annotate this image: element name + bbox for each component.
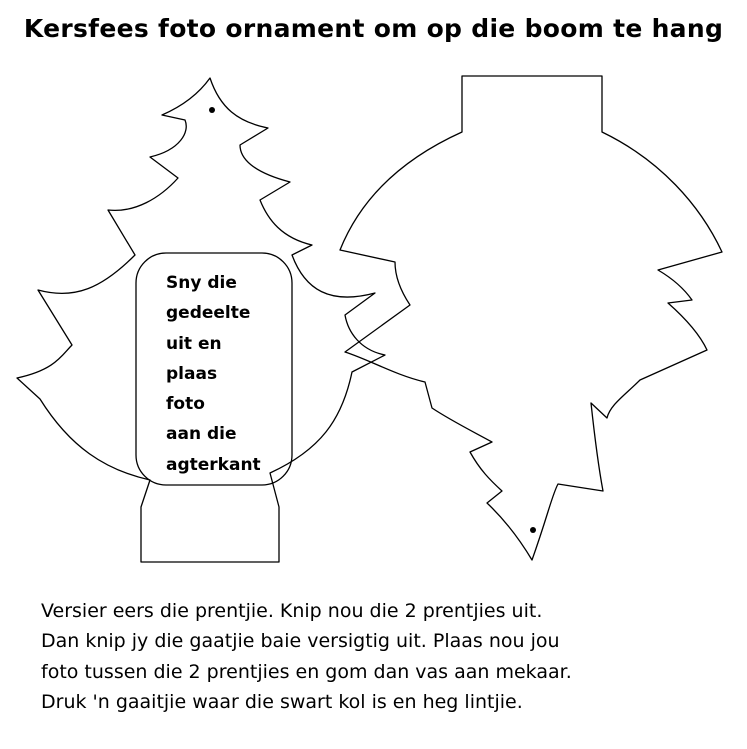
instruction-line: Versier eers die prentjie. Knip nou die 2 prentjies uit.	[41, 600, 543, 622]
ornament-outline	[340, 76, 722, 560]
cutout-instruction	[166, 268, 286, 480]
cutout-line: Sny die	[166, 273, 237, 293]
tree-ornament-back	[340, 76, 722, 560]
instructions-paragraph	[41, 596, 731, 717]
instruction-line: foto tussen die 2 prentjies en gom dan vas aan mekaar.	[41, 660, 572, 683]
hanging-hole-dot	[209, 107, 215, 113]
cutout-line: uit en	[166, 333, 222, 354]
instruction-line: Dan knip jy die gaatjie baie versigtig uit. Plaas nou jou	[41, 630, 560, 653]
cutout-line: foto	[166, 394, 205, 415]
hanging-hole-dot	[530, 527, 536, 533]
cutout-line: gedeelte	[166, 303, 251, 324]
page-title: Kersfees foto ornament om op die boom te hang	[23, 14, 724, 43]
cutout-line: aan die	[166, 424, 237, 445]
instruction-line: Druk 'n gaaitjie waar die swart kol is en heg lintjie.	[41, 690, 523, 713]
cutout-line: agterkant	[166, 454, 261, 475]
cutout-line: plaas	[166, 363, 218, 384]
